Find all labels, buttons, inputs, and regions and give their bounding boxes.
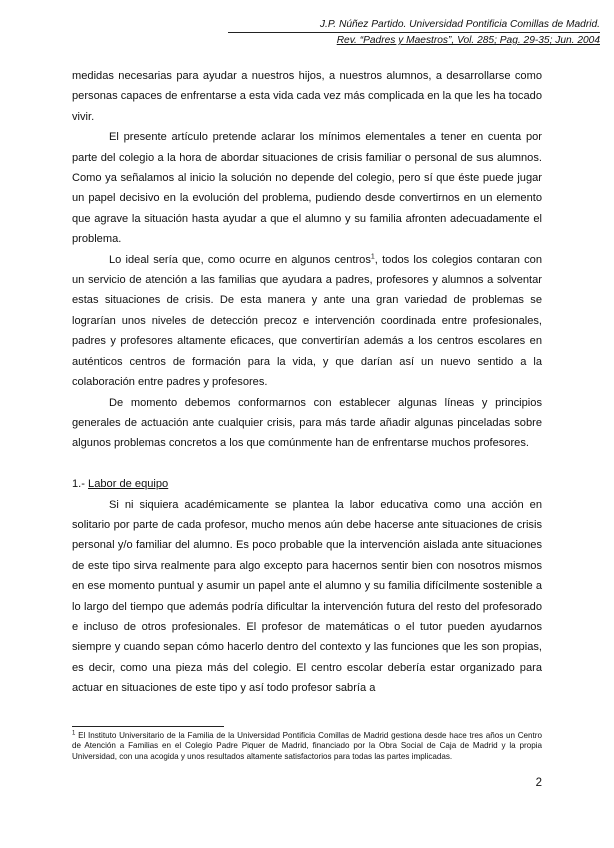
paragraph-5: Si ni siquiera académicamente se plantea la labor educativa como una acción en solitario por parte de cada profesor, mucho menos aún debe hacerse ante situaciones de crisis personal y/o familiar del alumno. Es poco probable que la intervención aislada ante situaciones de este tipo sirva realmente para algo excepto para hacernos sentir bien con nosotros mismos en ese momento puntual y asumir un papel ante el alumno y su familia difícilmente sostenible a lo largo del tiempo que además podría dificultar la intervención futura del resto del profesorado e incluso de otros profesionales. El profesor de matemáticas o el tutor pueden ayudarnos siempre y cuando sepan cómo hacerlo dentro del contexto y las funciones que les son propias, es decir, como una pieza más del colegio. El centro escolar debería estar organizado para actuar en situaciones de este tipo y así todo profesor sabría a bbox=[72, 498, 542, 695]
paragraph-gap bbox=[72, 454, 542, 474]
paragraph-2: El presente artículo pretende aclarar los mínimos elementales a tener en cuenta por parte del colegio a la hora de abordar situaciones de crisis familiar o personal de sus alumnos. Como ya señalamos al inicio la solución no depende del colegio, pero sí que éste puede jugar un papel decisivo en la evolución del problema, pudiendo desde convertirnos en un elemento que agrave la situación hasta ayudar a que el alumno y su familia afronten adecuadamente el problema. bbox=[72, 131, 542, 246]
paragraph-3 bbox=[72, 250, 542, 393]
paragraph-3-start: Lo ideal sería que, como ocurre en algunos centros bbox=[109, 253, 371, 266]
paragraph-4: De momento debemos conformarnos con establecer algunas líneas y principios generales de actuación ante cualquier crisis, para más tarde añadir algunas pinceladas sobre algunos problemas concretos a los que comúnmente han de enfrentarse muchos profesores. bbox=[72, 396, 542, 450]
section-title: Labor de equipo bbox=[88, 478, 169, 491]
footnote-separator bbox=[72, 726, 224, 727]
body-text bbox=[72, 66, 542, 699]
section-heading bbox=[72, 474, 542, 494]
footnote-text: El Instituto Universitario de la Familia de la Universidad Pontificia Comillas de Madrid gestiona desde hace tres años un Centro de Atención a Familias en el Colegio Padre Piquer de Madrid, financiado por la Obra Social de Caja de Madrid y la propia Universidad, con una acogida y unos resultados altamente satisfactorios para todas las partes implicadas. bbox=[72, 731, 542, 761]
running-header bbox=[228, 19, 600, 46]
section-number: 1.- bbox=[72, 478, 89, 491]
footnote bbox=[72, 731, 542, 762]
header-journal-line: Rev. “Padres y Maestros”, Vol. 285; Pag. 29-35; Jun. 2004 bbox=[336, 35, 600, 46]
header-rule bbox=[228, 32, 600, 33]
paragraph-3-end: , todos los colegios contaran con un servicio de atención a las familias que ayudara a padres, profesores y alumnos a solventar estas situaciones de crisis. De esta manera y ante una gran variedad de problemas se lograrían unos niveles de detección precoz e intervención coordinada entre profesionales, padres y profesores altamente eficaces, que convertirían además a los centros escolares en auténticos centros de formación para la vida, y que darían así un nuevo sentido a la colaboración entre padres y profesores. bbox=[72, 253, 542, 389]
header-author-line: J.P. Núñez Partido. Universidad Pontificia Comillas de Madrid. bbox=[319, 19, 600, 30]
footnote-reference[interactable]: 1 bbox=[370, 252, 375, 260]
paragraph-1: medidas necesarias para ayudar a nuestros hijos, a nuestros alumnos, a desarrollarse como personas capaces de enfrentarse a esta vida cada vez más complicada en la que les ha tocado vivir. bbox=[72, 70, 542, 123]
page-number: 2 bbox=[535, 777, 542, 789]
footnote-marker: 1 bbox=[72, 730, 76, 737]
